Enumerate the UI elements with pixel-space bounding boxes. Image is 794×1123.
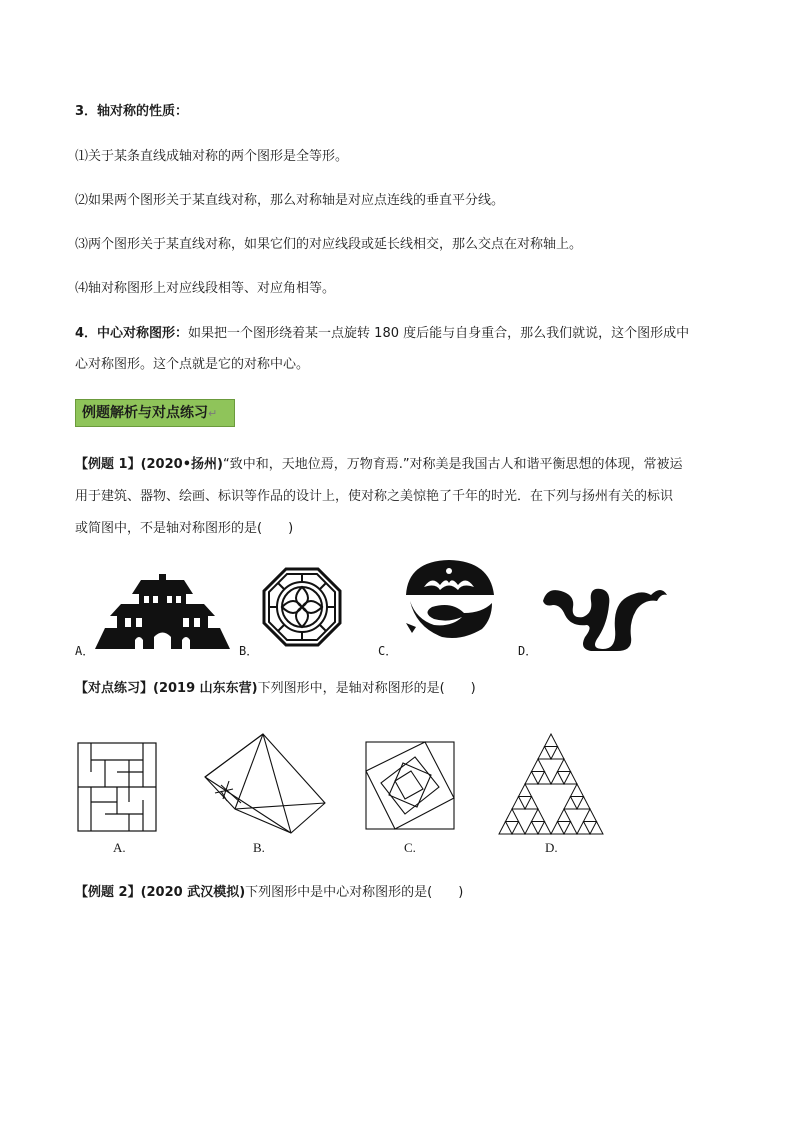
maze-figure [77,742,157,832]
section4-paragraph [75,325,689,343]
section4-text: 如果把一个图形绕着某一点旋转 180 度后能与自身重合，那么我们就说，这个图形成中 [188,326,690,341]
rotated-squares-figure [365,741,455,830]
example1-label: 【例题 1】(2020•扬州) [75,457,223,472]
example1-option-b: B． [239,644,259,658]
pavilion-figure [95,574,230,649]
section3-title: 3．轴对称的性质： [75,104,189,119]
practice-option-b: B. [253,840,265,855]
window-lattice-figure [262,567,342,647]
property-2: ⑵如果两个图形关于某直线对称，那么对称轴是对应点连线的垂直平分线。 [75,193,505,208]
example1-option-a: A． [75,644,95,658]
return-mark-icon: ↵ [208,407,218,420]
practice-text: 下列图形中，是轴对称图形的是( ) [257,681,476,696]
example2-label: 【例题 2】(2020 武汉模拟) [75,885,246,900]
section4-text-cont: 心对称图形。这个点就是它的对称中心。 [75,357,310,372]
section4-label: 4．中心对称图形： [75,326,189,341]
section-tag-label: 例题解析与对点练习 [82,405,208,421]
example1-line2: 用于建筑、器物、绘画、标识等作品的设计上，使对称之美惊艳了千年的时光．在下列与扬州有关的标识 [75,489,674,504]
property-4: ⑷轴对称图形上对应线段相等、对应角相等。 [75,281,336,296]
wavy-dragon-figure [541,581,669,651]
practice-line [75,680,476,698]
property-3: ⑶两个图形关于某直线对称，如果它们的对应线段或延长线相交，那么交点在对称轴上。 [75,237,583,252]
example1-line3: 或简图中，不是轴对称图形的是( ) [75,521,294,536]
spiral-triangles-figure [203,733,327,834]
example2-text: 下列图形中是中心对称图形的是( ) [245,885,464,900]
example2-line [75,884,463,902]
sierpinski-triangle-figure [498,733,604,835]
example1-text: “致中和，天地位焉，万物育焉.”对称美是我国古人和谐平衡思想的体现，常被运 [222,457,683,472]
emblem-figure [402,557,497,642]
practice-option-a: A. [113,840,126,855]
practice-label: 【对点练习】(2019 山东东营) [75,681,258,696]
practice-option-c: C. [404,840,416,855]
practice-option-d: D. [545,840,558,855]
example1-option-d: D． [518,644,538,658]
example1-option-c: C． [378,644,398,658]
example1-line1 [75,456,683,474]
section-tag [75,399,235,427]
property-1: ⑴关于某条直线成轴对称的两个图形是全等形。 [75,149,349,164]
